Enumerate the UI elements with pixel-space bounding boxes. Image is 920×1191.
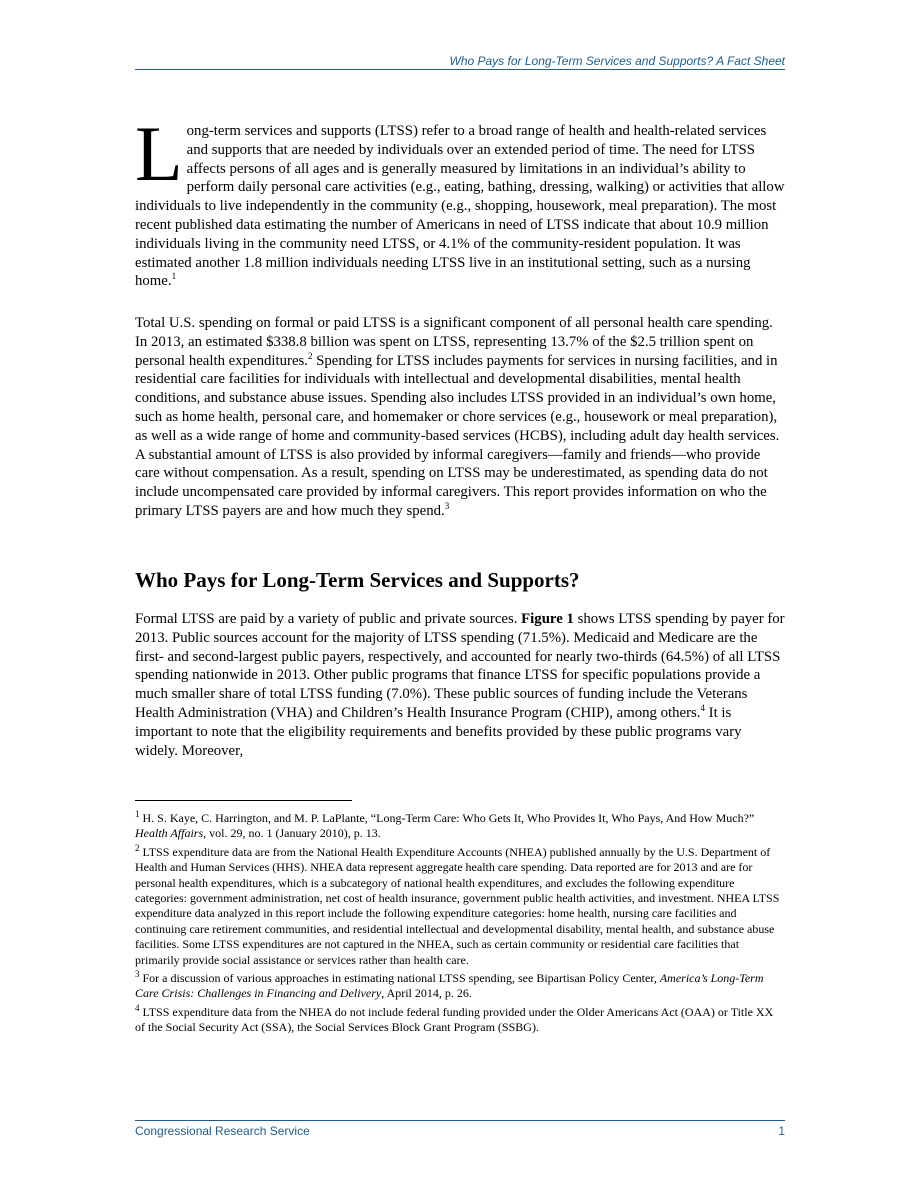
paragraph-text: Formal LTSS are paid by a variety of public and private sources. bbox=[135, 611, 522, 627]
footnote-text: LTSS expenditure data from the NHEA do not include federal funding provided under the Older Americans Act (OAA) or Title XX of the Social Security Act (SSA), the Social Services Block Grant Program (SSBG). bbox=[135, 1004, 774, 1035]
footnote-title: America’s Long-Term Care Crisis: Challenges in Financing and Delivery bbox=[135, 971, 764, 1001]
footnote-number: 4 bbox=[135, 1002, 140, 1013]
paragraph-text: Total U.S. spending on formal or paid LTSS is a significant component of all personal health care spending. In 2013, an estimated $338.8 billion was spent on LTSS, representing 13.7% of the $2.5 trillion spent on personal health expenditures. bbox=[135, 315, 773, 369]
footnote-ref[interactable]: 3 bbox=[444, 501, 450, 512]
intro-paragraph bbox=[135, 110, 785, 291]
header-rule bbox=[135, 69, 785, 70]
footnote bbox=[135, 811, 785, 842]
footnote-ref[interactable]: 1 bbox=[171, 271, 177, 282]
footnote-text: , April 2014, p. 26. bbox=[381, 986, 472, 1001]
footer-rule bbox=[135, 1120, 785, 1121]
footnote-number: 2 bbox=[135, 842, 140, 853]
footnote-ref[interactable]: 2 bbox=[307, 350, 313, 361]
footnote-number: 1 bbox=[135, 809, 140, 819]
footnote-ref[interactable]: 4 bbox=[700, 703, 705, 714]
running-header: Who Pays for Long-Term Services and Supports? A Fact Sheet bbox=[449, 54, 785, 68]
footer-org: Congressional Research Service bbox=[135, 1124, 310, 1138]
page-number: 1 bbox=[778, 1124, 785, 1138]
footnote bbox=[135, 842, 785, 968]
footnotes bbox=[135, 811, 785, 1039]
footnote bbox=[135, 971, 785, 1002]
footnote-rule bbox=[135, 800, 352, 801]
footnote-title: Health Affairs bbox=[135, 826, 204, 841]
footnote-text: , vol. 29, no. 1 (January 2010), p. 13. bbox=[203, 826, 381, 841]
footnote-text: For a discussion of various approaches in estimating national LTSS spending, see Bipartisan Policy Center, bbox=[139, 971, 660, 986]
paragraph-text: It is important to note that the eligibility requirements and benefits provided by these public programs vary widely. Moreover, bbox=[135, 704, 742, 759]
spending-paragraph bbox=[135, 314, 785, 521]
page-footer bbox=[135, 1124, 785, 1138]
intro-text: ong-term services and supports (LTSS) refer to a broad range of health and health-related services and supports that are needed by individuals over an extended period of time. The need for LTSS affects persons of all ages and is generally measured by limitations in an individual’s ability to perform daily personal care activities (e.g., eating, bathing, dressing, walking) or activities that allow individuals to live independently in the community (e.g., shopping, housework, meal preparation). The most recent published data estimating the number of Americans in need of LTSS indicate that about 10.9 million individuals living in the community need LTSS, or 4.1% of the community-resident population. It was estimated another 1.8 million individuals needing LTSS live in an institutional setting, such as a nursing home. bbox=[135, 123, 785, 290]
payers-paragraph bbox=[135, 610, 785, 760]
drop-cap: L bbox=[135, 110, 183, 197]
figure-reference[interactable]: Figure 1 bbox=[521, 611, 574, 627]
paragraph-text: Spending for LTSS includes payments for services in nursing facilities, and in residential care facilities for individuals with intellectual and developmental disabilities, mental health conditions, and substance abuse issues. Spending also includes LTSS provided in an individual’s own home, such as home health, personal care, and homemaker or chore services (e.g., housework or meal preparation), as well as a wide range of home and community-based services (HCBS), including adult day health services. A substantial amount of LTSS is also provided by informal caregivers—family and friends—who provide care without compensation. As a result, spending on LTSS may be underestimated, as spending data do not include uncompensated care provided by informal caregivers. This report provides information on who the primary LTSS payers are and how much they spend. bbox=[135, 352, 780, 519]
footnote-text: LTSS expenditure data are from the National Health Expenditure Accounts (NHEA) published annually by the U.S. Department of Health and Human Services (HHS). NHEA data represent aggregate health care spending. Data reported are for 2013 and are for personal health expenditures, which is a subcategory of national health expenditures, and excludes the following expenditure categories: government administration, net cost of health insurance, government public health activities, and investment. NHEA LTSS expenditure data analyzed in this report include the following expenditure categories: home health, nursing care facilities and continuing care retirement communities, and residential intellectual and developmental disability, mental health, and substance abuse facilities. Some LTSS expenditures are not captured in the NHEA, such as certain community or residential care facilities that primarily provide social assistance or services rather than health care. bbox=[135, 844, 780, 967]
footnote bbox=[135, 1002, 785, 1036]
footnote-text: H. S. Kaye, C. Harrington, and M. P. LaPlante, “Long-Term Care: Who Gets It, Who Provides It, Who Pays, And How Much?” bbox=[139, 811, 755, 825]
paragraph-text: shows LTSS spending by payer for 2013. Public sources account for the majority of LTSS spending (71.5%). Medicaid and Medicare are the first- and second-largest public payers, respectively, and accounted for nearly two-thirds (64.5%) of all LTSS spending nationwide in 2013. Other public programs that finance LTSS for specific populations provide a much smaller share of total LTSS funding (7.0%). These public sources of funding include the Veterans Health Administration (VHA) and Children’s Health Insurance Program (CHIP), among others. bbox=[135, 611, 785, 721]
footnote-number: 3 bbox=[135, 969, 140, 980]
section-heading: Who Pays for Long-Term Services and Supports? bbox=[135, 568, 580, 592]
